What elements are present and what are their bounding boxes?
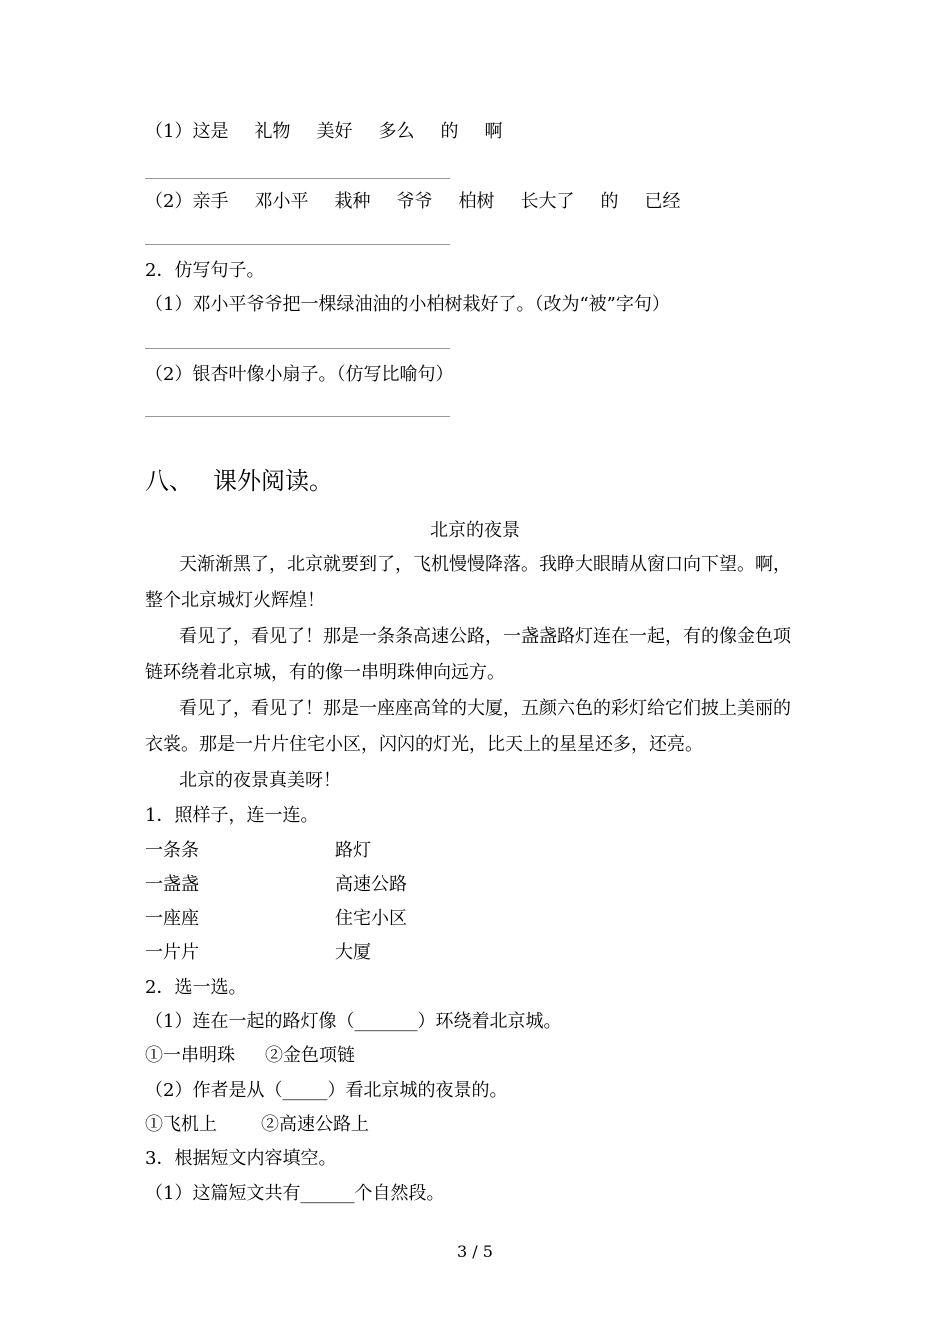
word-chip: 邓小平 [254, 191, 309, 212]
question-title: 2．仿写句子。 [145, 260, 265, 281]
question-title: 1．照样子，连一连。 [145, 805, 319, 826]
answer-line[interactable] [145, 178, 450, 179]
match-right-item[interactable]: 路灯 [335, 840, 371, 861]
match-left-item[interactable]: 一片片 [145, 942, 199, 963]
page-number: 3 / 5 [457, 1242, 493, 1261]
question-item: （2）银杏叶像小扇子。（仿写比喻句） [145, 364, 454, 385]
word-chip: 栽种 [334, 191, 371, 212]
match-right-item[interactable]: 高速公路 [335, 874, 407, 895]
choice-question: （2）作者是从（_____）看北京城的夜景的。 [145, 1080, 508, 1101]
answer-line[interactable] [145, 244, 450, 245]
choice-options [145, 1044, 355, 1068]
reorder-item-1 [145, 120, 528, 144]
article-paragraph-4: 北京的夜景真美呀！ [179, 770, 341, 791]
choice-options [145, 1113, 369, 1137]
match-left-item[interactable]: 一条条 [145, 840, 199, 861]
section-number: 八、 [145, 467, 193, 495]
article-paragraph-1: 天渐渐黑了，北京就要到了，飞机慢慢降落。我睁大眼睛从窗口向下望。啊，整个北京城灯火辉煌！ [145, 554, 791, 611]
question-item: （1）邓小平爷爷把一棵绿油油的小柏树栽好了。（改为“被”字句） [145, 294, 670, 315]
item-label: （1）这是 [145, 121, 229, 142]
match-right-item[interactable]: 住宅小区 [335, 908, 407, 929]
article-paragraph-3: 看见了，看见了！那是一座座高耸的大厦，五颜六色的彩灯给它们披上美丽的衣裳。那是一片片住宅小区，闪闪的灯光，比天上的星星还多，还亮。 [145, 698, 791, 755]
match-left-item[interactable]: 一盏盏 [145, 874, 199, 895]
answer-line[interactable] [145, 416, 450, 417]
word-chip: 啊 [484, 121, 503, 142]
word-chip: 已经 [644, 191, 681, 212]
choice-question: （1）连在一起的路灯像（_______）环绕着北京城。 [145, 1011, 562, 1032]
choice-option[interactable]: ②高速公路上 [261, 1114, 369, 1135]
word-chip: 的 [440, 121, 459, 142]
answer-line[interactable] [145, 348, 450, 349]
question-title: 3．根据短文内容填空。 [145, 1148, 337, 1169]
section-title: 课外阅读。 [213, 467, 333, 495]
word-chip: 多么 [378, 121, 415, 142]
section-heading [145, 466, 333, 496]
word-chip: 美好 [316, 121, 353, 142]
match-left-item[interactable]: 一座座 [145, 908, 199, 929]
article-title: 北京的夜景 [430, 520, 520, 541]
fill-question: （1）这篇短文共有______个自然段。 [145, 1183, 445, 1204]
word-chip: 礼物 [254, 121, 291, 142]
word-chip: 柏树 [458, 191, 495, 212]
word-chip: 的 [600, 191, 619, 212]
word-chip: 长大了 [520, 191, 575, 212]
reorder-item-2 [145, 190, 706, 214]
question-title: 2．选一选。 [145, 977, 247, 998]
item-label: （2）亲手 [145, 191, 229, 212]
choice-option[interactable]: ①一串明珠 [145, 1045, 235, 1066]
article-paragraph-2: 看见了，看见了！那是一条条高速公路，一盏盏路灯连在一起，有的像金色项链环绕着北京城，有的像一串明珠伸向远方。 [145, 626, 791, 683]
match-right-item[interactable]: 大厦 [335, 942, 371, 963]
word-chip: 爷爷 [396, 191, 433, 212]
choice-option[interactable]: ②金色项链 [265, 1045, 355, 1066]
choice-option[interactable]: ①飞机上 [145, 1114, 217, 1135]
